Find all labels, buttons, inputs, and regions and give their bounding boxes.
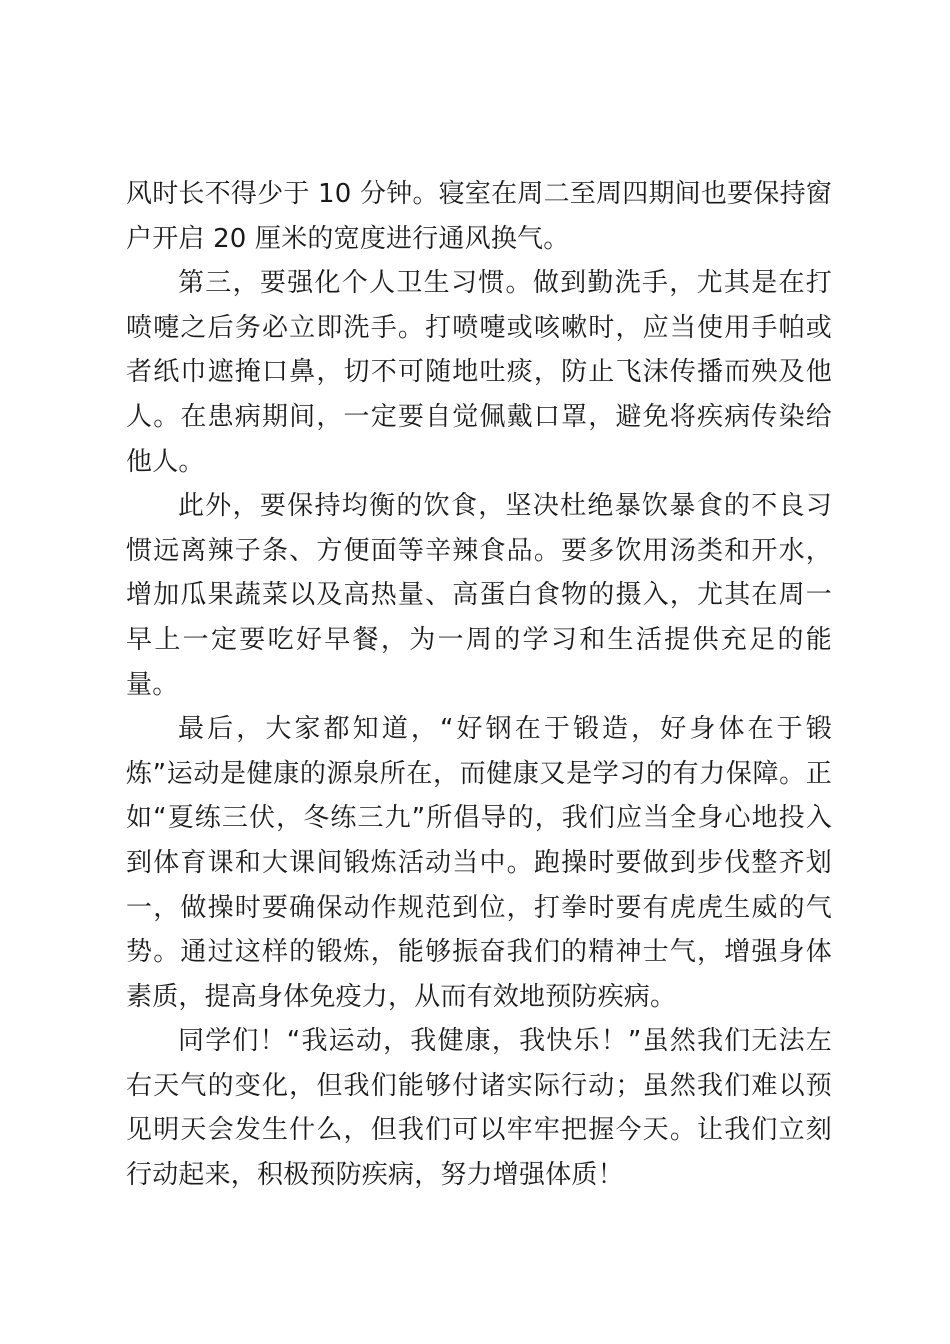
- paragraph-hygiene: 第三，要强化个人卫生习惯。做到勤洗手，尤其是在打喷嚏之后务必立即洗手。打喷嚏或咳嗽时，应当使用手帕或者纸巾遮掩口鼻，切不可随地吐痰，防止飞沫传播而殃及他人。在患病期间，一定要自觉佩戴口罩，避免将疾病传染给他人。: [126, 268, 832, 477]
- document-body: [126, 172, 832, 1198]
- paragraph-diet: 此外，要保持均衡的饮食，坚决杜绝暴饮暴食的不良习惯远离辣子条、方便面等辛辣食品。要多饮用汤类和开水，增加瓜果蔬菜以及高热量、高蛋白食物的摄入，尤其在周一早上一定要吃好早餐，为一周的学习和生活提供充足的能量。: [126, 491, 832, 700]
- paragraph-exercise: 最后，大家都知道，“好钢在于锻造，好身体在于锻炼”运动是健康的源泉所在，而健康又是学习的有力保障。正如“夏练三伏，冬练三九”所倡导的，我们应当全身心地投入到体育课和大课间锻炼活动当中。跑操时要做到步伐整齐划一，做操时要确保动作规范到位，打拳时要有虎虎生威的气势。通过这样的锻炼，能够振奋我们的精神士气，增强身体素质，提高身体免疫力，从而有效地预防疾病。: [126, 714, 832, 1012]
- paragraph-closing: 同学们！“我运动，我健康，我快乐！”虽然我们无法左右天气的变化，但我们能够付诸实际行动；虽然我们难以预见明天会发生什么，但我们可以牢牢把握今天。让我们立刻行动起来，积极预防疾病，努力增强体质！: [126, 1026, 832, 1191]
- paragraph-continued: 风时长不得少于 10 分钟。寝室在周二至周四期间也要保持窗户开启 20 厘米的宽度进行通风换气。: [126, 179, 832, 254]
